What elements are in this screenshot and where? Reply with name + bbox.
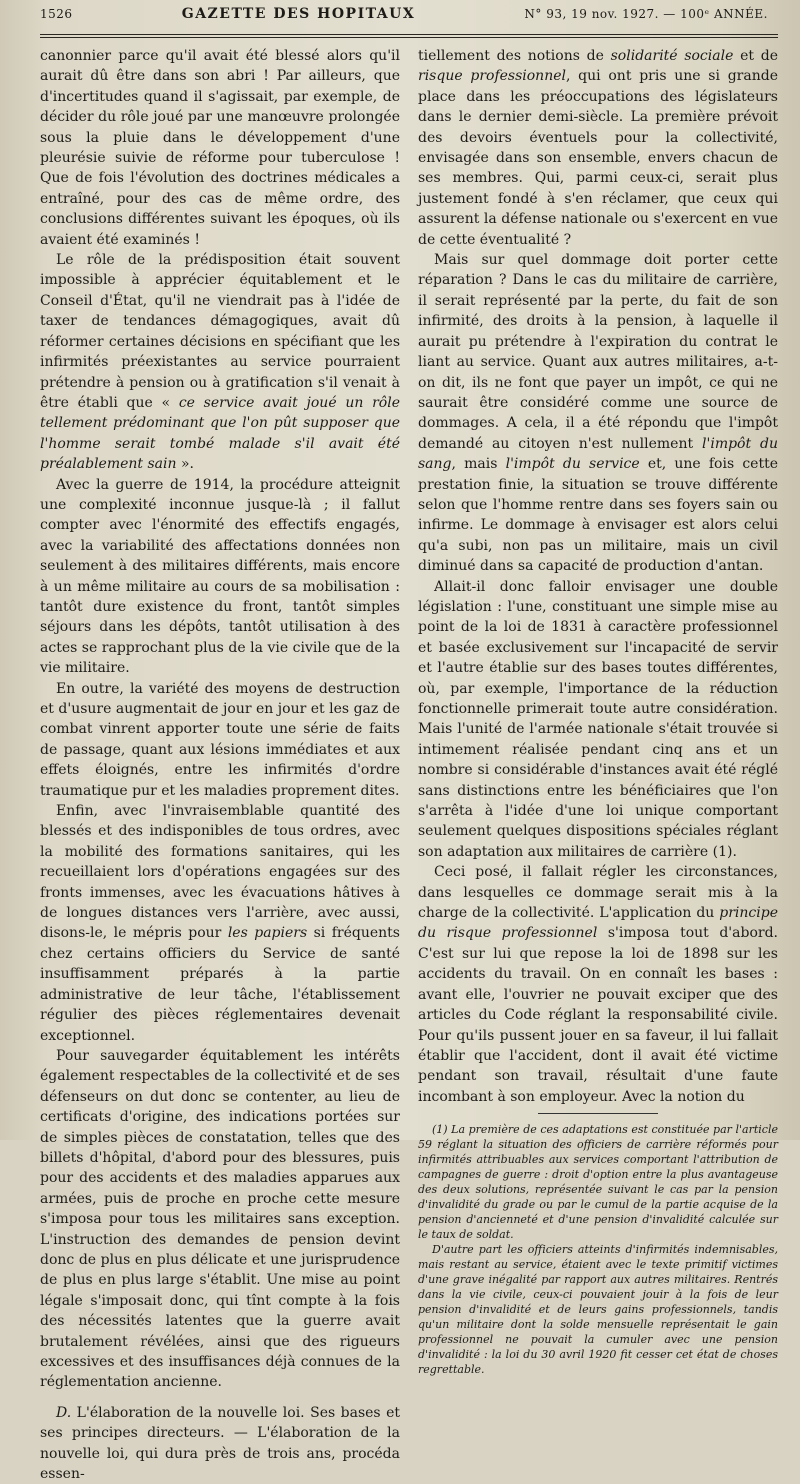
paragraph	[418, 862, 778, 1107]
paragraph	[40, 250, 400, 474]
text-run: , mais	[451, 456, 506, 473]
paragraph	[418, 46, 778, 250]
text-run: et, une fois cette prestation finie, la situation se trouve différente selon que l'homme rentre dans ses foyers sain ou infirme. Le dommage à envisager est alors celui qu'a subi, non pas un militaire, mais un civil diminué dans sa capacité de production d'antan.	[418, 456, 778, 575]
header-rule	[40, 34, 778, 35]
section-paragraph	[40, 1403, 400, 1484]
text-run: ».	[176, 456, 194, 473]
page-number: 1526	[40, 7, 73, 21]
footnote: D'autre part les officiers atteints d'infirmités indemnisables, mais restant au service, étaient avec le texte primitif victimes d'une grave inégalité par rapport aux autres militaires. Rentrés dans la vie civile, ceux-ci pouvaient jouir à la fois de leur pension d'invalidité et de leurs gains professionnels, tandis qu'un militaire dont la solde mensuelle représentait le gain professionnel ne pouvait la cumuler avec une pension d'invalidité : la loi du 30 avril 1920 fit cesser cet état de choses regrettable.	[418, 1243, 778, 1377]
text-run: s'imposa tout d'abord. C'est sur lui que repose la loi de 1898 sur les accidents du travail. On en connaît les bases : avant elle, l'ouvrier ne pouvait exciper que des articles du Code réglant la responsabilité civile. Pour qu'ils pussent jouer en sa faveur, il lui fallait établir que l'accident, dont il avait été victime pendant son travail, résultait d'une faute incombant à son employeur. Avec la notion du	[418, 925, 778, 1105]
italic-quote: ce service avait joué un rôle tellement prédominant que l'on pût supposer que l'homme serait tombé malade s'il avait été préalablement sain	[40, 394, 400, 473]
text-run: Ceci posé, il fallait régler les circonstances, dans lesquelles ce dommage serait mis à la charge de la collectivité. L'application du	[418, 864, 778, 922]
italic-phrase: principe du risque professionnel	[418, 905, 778, 942]
italic-phrase: l'impôt du service	[505, 456, 640, 473]
paragraph	[40, 801, 400, 1046]
right-column	[418, 46, 778, 1484]
paragraph: Avec la guerre de 1914, la procédure atteignit une complexité inconnue jusque-là ; il fallut compter avec l'énormité des effectifs engagés, avec la variabilité des affectations données non seulement à des militaires différents, mais encore à un même militaire au cours de sa mobilisation : tantôt dure existence du front, tantôt simples séjours dans les dépôts, tantôt utilisation à des actes se rapprochant plus de la vie civile que de la vie militaire.	[40, 476, 400, 677]
text-columns	[40, 46, 778, 1484]
text-run: Le rôle de la prédisposition était souvent impossible à apprécier équitablement et le Conseil d'État, qu'il ne viendrait pas à l'idée de taxer de tendances démagogiques, avait dû réformer certaines décisions en spécifiant que les infirmités préexistantes au service pourraient prétendre à pension ou à gratification s'il venait à être établi que «	[40, 252, 400, 411]
left-column	[40, 46, 400, 1484]
footnote: (1) La première de ces adaptations est constituée par l'article 59 réglant la situation des officiers de carrière réformés pour infirmités attribuables aux services comportant l'attribution de campagnes de guerre : droit d'option entre la plus avantageuse des deux solutions, représentée suivant le cas par la pension d'invalidité du grade ou par le cumul de la partie acquise de la pension d'ancienneté et d'une pension d'invalidité calculée sur le taux de soldat.	[418, 1123, 778, 1242]
italic-phrase: risque professionnel	[418, 68, 566, 85]
header-rule-secondary	[40, 37, 778, 38]
text-run: Mais sur quel dommage doit porter cette réparation ? Dans le cas du militaire de carrière, il serait représenté par la perte, du fait de son infirmité, des droits à la pension, à laquelle il aurait pu prétendre à l'expiration du contrat le liant au service. Quant aux autres militaires, a-t-on dit, ils ne font que payer un impôt, ce qui ne saurait être considéré comme une source de dommages. A cela, il a été répondu que l'impôt demandé au citoyen n'est nullement	[418, 252, 778, 452]
paragraph: Pour sauvegarder équitablement les intérêts également respectables de la collectivité et de ses défenseurs on dut donc se contenter, au lieu de certificats d'origine, des indications portées sur de simples pièces de constatation, telles que des billets d'hôpital, d'abord pour des blessures, puis pour des accidents et des maladies apparues aux armées, puis de proche en proche cette mesure s'imposa pour tous les militaires sans exception. L'instruction des demandes de pension devint donc de plus en plus délicate et une jurisprudence de plus en plus large s'établit. Une mise au point légale s'imposait donc, qui tînt compte à la fois des nécessités latentes que la guerre avait brutalement révélées, ainsi que des rigueurs excessives et des insuffisances déjà connues de la réglementation ancienne.	[40, 1047, 400, 1391]
text-run: tiellement des notions de	[418, 48, 611, 64]
paragraph: canonnier parce qu'il avait été blessé alors qu'il aurait dû être dans son abri ! Par ailleurs, que d'incertitudes quand il s'agissait, par exemple, de décider du rôle joué par une manœuvre prolongée sous la pluie dans le développement d'une pleurésie suivie de réforme pour tuberculose ! Que de fois l'évolution des doctrines médicales a entraîné, pour des cas de même ordre, des conclusions différentes suivant les époques, où ils avaient été examinés !	[40, 48, 400, 248]
paragraph: Allait-il donc falloir envisager une double législation : l'une, constituant une simple mise au point de la loi de 1831 à caractère professionnel et basée exclusivement sur l'incapacité de servir et l'autre établie sur des bases toutes différentes, où, par exemple, l'importance de la réduction fonctionnelle primerait toute autre considération. Mais l'unité de l'armée nationale s'était trouvée si intimement réalisée pendant cinq ans et un nombre si considérable d'instances avait été réglé sans distinctions entre les bénéficiaires que l'on s'arrêta à l'idée d'une loi unique comportant seulement quelques dispositions spéciales réglant son adaptation aux militaires de carrière (1).	[418, 578, 778, 860]
italic-phrase: solidarité sociale	[610, 48, 734, 64]
text-run: Enfin, avec l'invraisemblable quantité des blessés et des indisponibles de tous ordres, avec la mobilité des formations sanitaires, qui les recueillaient lors d'opérations engagées sur des fronts immenses, avec les évacuations hâtives à de longues distances vers l'arrière, avec aussi, disons-le, le mépris pour	[40, 803, 400, 942]
italic-phrase: l'impôt du sang	[418, 435, 778, 473]
section-heading-text: L'élaboration de la nouvelle loi. Ses bases et ses principes directeurs. — L'élaboration de la nouvelle loi, qui dura près de trois ans, procéda essen-	[40, 1404, 400, 1483]
footnote-rule	[538, 1113, 658, 1114]
paragraph	[418, 250, 778, 577]
section-gap	[40, 1393, 400, 1403]
journal-title: GAZETTE DES HOPITAUX	[181, 6, 416, 22]
paragraph: En outre, la variété des moyens de destruction et d'usure augmentait de jour en jour et les gaz de combat vinrent apporter toute une série de faits de passage, quant aux lésions immédiates et aux effets éloignés, entre les infirmités d'ordre traumatique pur et les maladies proprement dites.	[40, 680, 400, 799]
italic-phrase: les papiers	[227, 925, 308, 942]
issue-info: N° 93, 19 nov. 1927. — 100ᵉ ANNÉE.	[524, 7, 768, 21]
text-run: si fréquents chez certains officiers du Service de santé insuffisamment préparés à la partie administrative de leur tâche, l'établissement régulier des pièces réglementaires devenait exceptionnel.	[40, 925, 400, 1044]
footnotes	[418, 1122, 778, 1377]
page-header	[40, 6, 778, 30]
text-run: et de	[733, 48, 778, 64]
text-run: , qui ont pris une si grande place dans les préoccupations des législateurs dans le dernier demi-siècle. La première prévoit des devoirs éventuels pour la collectivité, envisagée dans son ensemble, envers chacun de ses membres. Qui, parmi ceux-ci, serait plus justement fondé à s'en réclamer, que ceux qui assurent la défense nationale ou s'exercent en vue de cette éventualité ?	[418, 68, 778, 248]
section-letter: D.	[56, 1404, 72, 1421]
